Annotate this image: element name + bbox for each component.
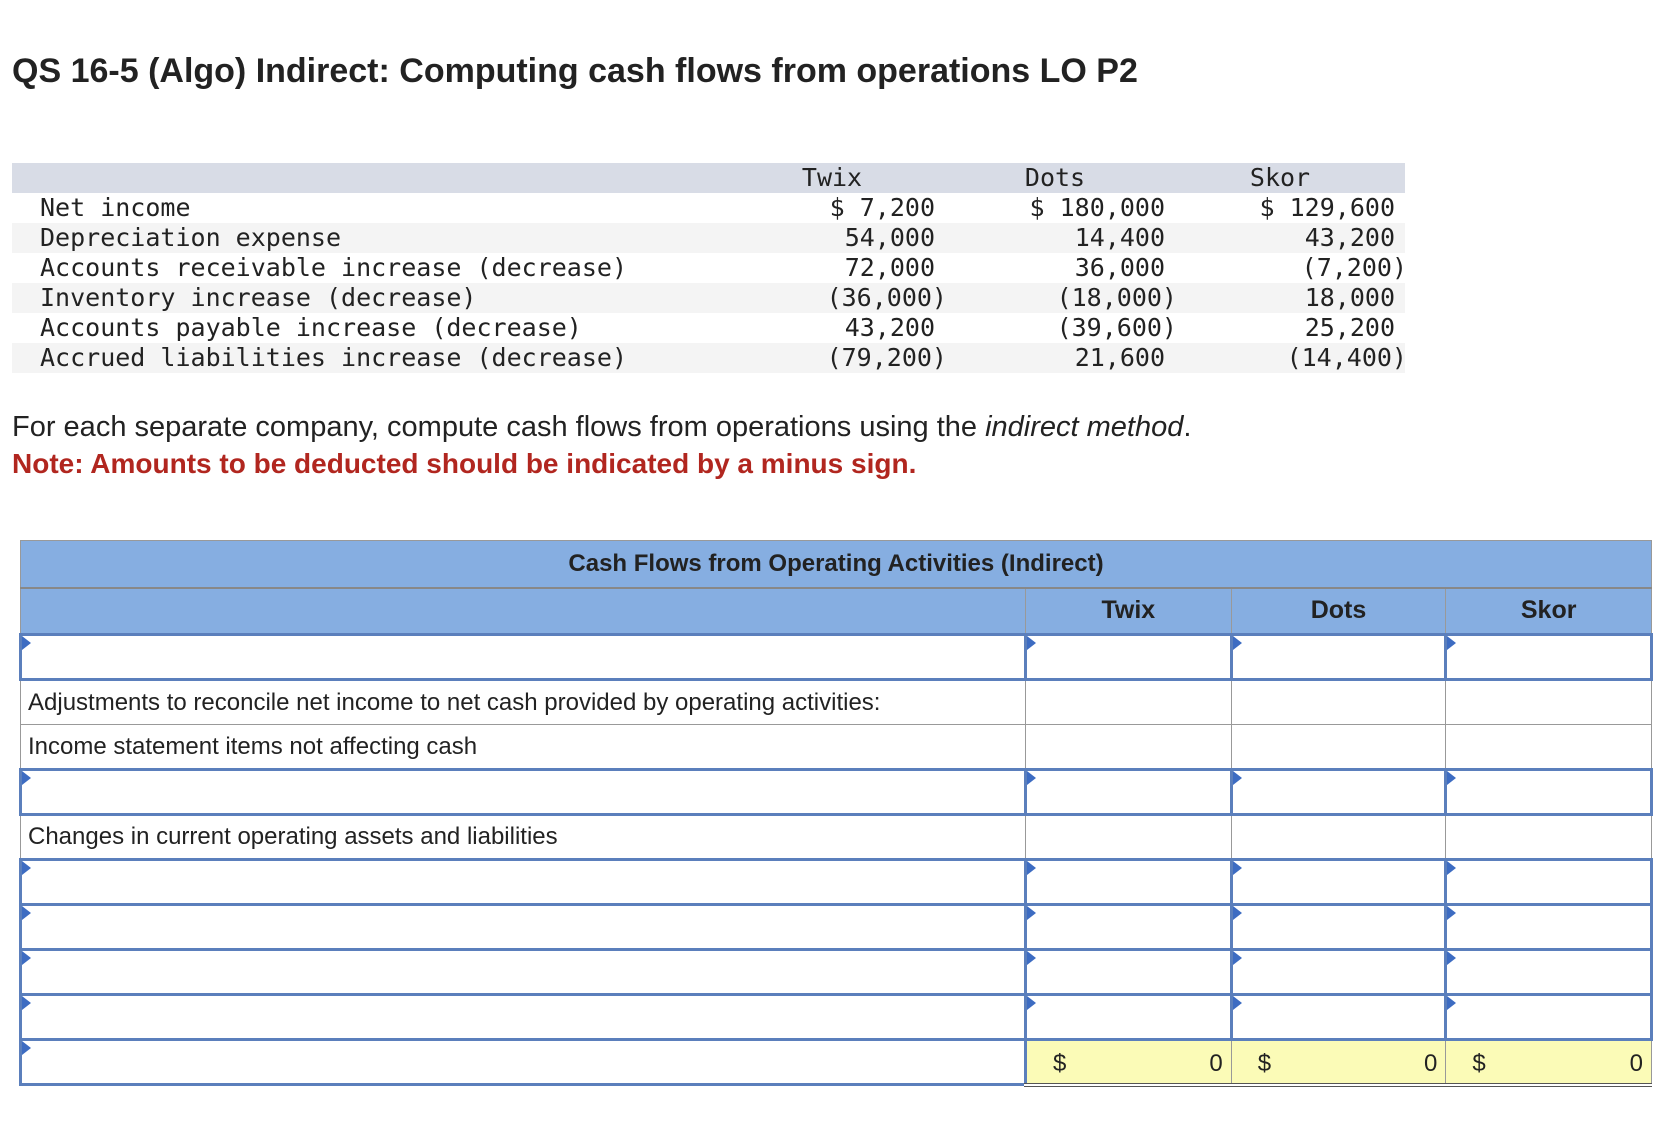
cash-flows-answer-table xyxy=(19,540,1653,1087)
answer-header-blank xyxy=(21,588,1026,635)
total-dots-currency: $ xyxy=(1257,1050,1272,1077)
total-dots-cell xyxy=(1231,1040,1446,1085)
row-4-dots-input[interactable] xyxy=(1231,905,1446,950)
given-twix-value: 54,000 xyxy=(844,223,935,252)
row-4-skor-input[interactable] xyxy=(1446,905,1652,950)
given-skor-value: (14,400) xyxy=(1286,343,1407,372)
answer-row-1 xyxy=(21,635,1652,680)
given-twix-value: $ 7,200 xyxy=(829,193,935,222)
changes-skor-blank xyxy=(1446,815,1652,860)
given-header-row xyxy=(12,163,1405,193)
answer-row-5 xyxy=(21,950,1652,995)
changes-label: Changes in current operating assets and liabilities xyxy=(21,815,1026,860)
income-items-label: Income statement items not affecting cash xyxy=(21,725,1026,770)
row-2-skor-input[interactable] xyxy=(1446,770,1652,815)
given-row-label: Depreciation expense xyxy=(40,223,342,252)
given-row-depreciation xyxy=(12,223,1405,253)
note-text: Note: Amounts to be deducted should be indicated by a minus sign. xyxy=(12,448,917,479)
adjustments-skor-blank xyxy=(1446,680,1652,725)
instruction-text xyxy=(12,411,1191,444)
row-3-skor-input[interactable] xyxy=(1446,860,1652,905)
total-twix-cell xyxy=(1026,1040,1232,1085)
row-5-twix-input[interactable] xyxy=(1026,950,1232,995)
answer-row-3 xyxy=(21,860,1652,905)
total-skor-value: 0 xyxy=(1629,1050,1643,1077)
row-4-twix-input[interactable] xyxy=(1026,905,1232,950)
given-data-table xyxy=(12,163,1405,373)
given-skor-value: 18,000 xyxy=(1304,283,1395,312)
row-6-label-select[interactable] xyxy=(21,995,1026,1040)
given-skor-value: (7,200) xyxy=(1301,253,1407,282)
given-header-blank xyxy=(12,163,729,193)
row-2-dots-input[interactable] xyxy=(1231,770,1446,815)
adjustments-dots-blank xyxy=(1231,680,1446,725)
instruction-main: For each separate company, compute cash flows from operations using the xyxy=(12,411,986,443)
given-row-label: Net income xyxy=(40,193,191,222)
row-2-label-select[interactable] xyxy=(21,770,1026,815)
given-row-inventory xyxy=(12,283,1405,313)
income-items-dots-blank xyxy=(1231,725,1446,770)
answer-row-changes xyxy=(21,815,1652,860)
row-6-twix-input[interactable] xyxy=(1026,995,1232,1040)
answer-caption: Cash Flows from Operating Activities (Indirect) xyxy=(21,541,1652,588)
answer-row-4 xyxy=(21,905,1652,950)
given-row-label: Inventory increase (decrease) xyxy=(40,283,477,312)
instruction-end: . xyxy=(1183,411,1192,443)
given-row-accrued-liabilities xyxy=(12,343,1405,373)
given-row-accounts-payable xyxy=(12,313,1405,343)
answer-header-skor: Skor xyxy=(1446,588,1652,635)
income-items-twix-blank xyxy=(1026,725,1232,770)
row-1-twix-input[interactable] xyxy=(1026,635,1232,680)
given-row-label: Accounts payable increase (decrease) xyxy=(40,313,582,342)
total-skor-cell xyxy=(1446,1040,1652,1085)
given-header-twix: Twix xyxy=(801,163,863,192)
given-row-label: Accounts receivable increase (decrease) xyxy=(40,253,627,282)
given-dots-value: 14,400 xyxy=(1074,223,1165,252)
given-twix-value: (79,200) xyxy=(826,343,947,372)
answer-row-6 xyxy=(21,995,1652,1040)
row-1-skor-input[interactable] xyxy=(1446,635,1652,680)
adjustments-label: Adjustments to reconcile net income to net cash provided by operating activities: xyxy=(21,680,1026,725)
row-5-skor-input[interactable] xyxy=(1446,950,1652,995)
given-twix-value: (36,000) xyxy=(826,283,947,312)
row-5-label-select[interactable] xyxy=(21,950,1026,995)
answer-column-header-row xyxy=(21,588,1652,635)
changes-dots-blank xyxy=(1231,815,1446,860)
answer-row-income-items xyxy=(21,725,1652,770)
given-dots-value: 21,600 xyxy=(1074,343,1165,372)
total-dots-value: 0 xyxy=(1423,1050,1438,1077)
given-skor-value: 43,200 xyxy=(1304,223,1395,252)
answer-header-twix: Twix xyxy=(1026,588,1232,635)
row-6-dots-input[interactable] xyxy=(1231,995,1446,1040)
instruction-italic: indirect method xyxy=(985,411,1184,443)
given-twix-value: 43,200 xyxy=(844,313,935,342)
given-header-dots: Dots xyxy=(1024,163,1086,192)
given-twix-value: 72,000 xyxy=(844,253,935,282)
given-dots-value: $ 180,000 xyxy=(1029,193,1165,222)
answer-caption-row xyxy=(21,541,1652,588)
given-row-accounts-receivable xyxy=(12,253,1405,283)
given-dots-value: 36,000 xyxy=(1074,253,1165,282)
answer-row-adjustments xyxy=(21,680,1652,725)
given-row-label: Accrued liabilities increase (decrease) xyxy=(40,343,627,372)
given-skor-value: $ 129,600 xyxy=(1259,193,1395,222)
row-5-dots-input[interactable] xyxy=(1231,950,1446,995)
given-row-net-income xyxy=(12,193,1405,223)
row-1-dots-input[interactable] xyxy=(1231,635,1446,680)
row-3-dots-input[interactable] xyxy=(1231,860,1446,905)
given-dots-value: (18,000) xyxy=(1056,283,1177,312)
given-header-skor: Skor xyxy=(1249,163,1311,192)
row-2-twix-input[interactable] xyxy=(1026,770,1232,815)
row-3-label-select[interactable] xyxy=(21,860,1026,905)
page-title: QS 16-5 (Algo) Indirect: Computing cash flows from operations LO P2 xyxy=(12,52,1138,90)
total-twix-currency: $ xyxy=(1053,1050,1067,1077)
row-6-skor-input[interactable] xyxy=(1446,995,1652,1040)
row-4-label-select[interactable] xyxy=(21,905,1026,950)
total-label-select[interactable] xyxy=(21,1040,1026,1085)
changes-twix-blank xyxy=(1026,815,1232,860)
row-1-label-select[interactable] xyxy=(21,635,1026,680)
answer-row-2 xyxy=(21,770,1652,815)
income-items-skor-blank xyxy=(1446,725,1652,770)
answer-total-row xyxy=(21,1040,1652,1085)
row-3-twix-input[interactable] xyxy=(1026,860,1232,905)
total-skor-currency: $ xyxy=(1472,1050,1486,1077)
adjustments-twix-blank xyxy=(1026,680,1232,725)
total-twix-value: 0 xyxy=(1209,1050,1223,1077)
given-dots-value: (39,600) xyxy=(1056,313,1177,342)
answer-header-dots: Dots xyxy=(1231,588,1446,635)
given-skor-value: 25,200 xyxy=(1304,313,1395,342)
